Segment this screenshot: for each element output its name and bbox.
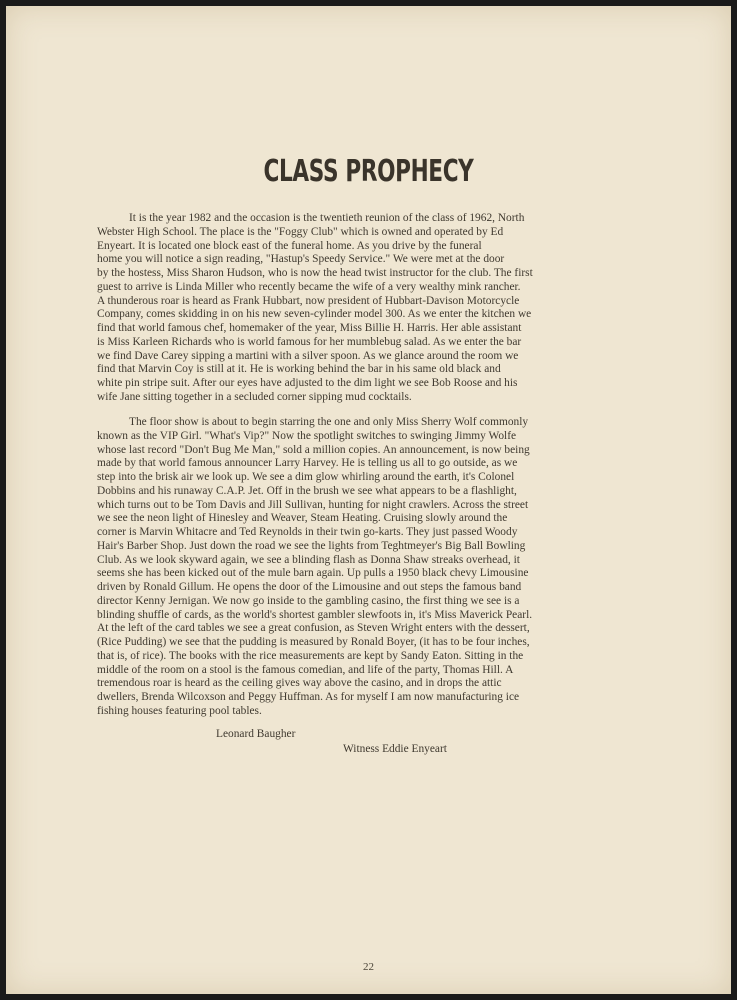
text-line: whose last record "Don't Bug Me Man," sold a million copies. An announcement, is now being — [97, 443, 530, 456]
text-line: Club. As we look skyward again, we see a blinding flash as Donna Shaw streaks overhead, it — [97, 553, 520, 566]
text-line: Webster High School. The place is the "Foggy Club" which is owned and operated by Ed — [97, 225, 504, 238]
text-line: It is the year 1982 and the occasion is the twentieth reunion of the class of 1962, North — [129, 212, 525, 224]
text-line: is Miss Karleen Richards who is world famous for her mumblebug salad. As we enter the bar — [97, 335, 522, 348]
text-line: director Kenny Jernigan. We now go inside to the gambling casino, the first thing we see is a — [97, 594, 520, 607]
text-line: that is, of rice). The books with the rice measurements are kept by Sandy Eaton. Sitting in the — [97, 649, 524, 662]
text-line: A thunderous roar is heard as Frank Hubbart, now president of Hubbart-Davison Motorcycle — [97, 294, 520, 307]
text-line: white pin stripe suit. After our eyes have adjusted to the dim light we see Bob Roose and his — [97, 377, 518, 389]
text-line: (Rice Pudding) we see that the pudding is measured by Ronald Boyer, (it has to be four inches, — [97, 636, 530, 648]
text-line: find that world famous chef, homemaker of the year, Miss Billie H. Harris. Her able assistant — [97, 322, 522, 334]
text-line: The floor show is about to begin starring the one and only Miss Sherry Wolf commonly — [129, 416, 529, 428]
text-line: driven by Ronald Gillum. He opens the door of the Limousine and out steps the famous band — [97, 581, 522, 593]
text-line: known as the VIP Girl. "What's Vip?" Now the spotlight switches to swinging Jimmy Wolfe — [97, 429, 517, 442]
text-line: by the hostess, Miss Sharon Hudson, who is now the head twist instructor for the club. The first — [97, 267, 533, 279]
text-line: At the left of the card tables we see a great confusion, as Steven Wright enters with the dessert, — [97, 622, 530, 635]
text-line: home you will notice a sign reading, "Hastup's Speedy Service." We were met at the door — [97, 253, 505, 266]
text-line: Enyeart. It is located one block east of the funeral home. As you drive by the funeral — [97, 239, 482, 252]
text-line: dwellers, Brenda Wilcoxson and Peggy Huffman. As for myself I am now manufacturing ice — [97, 691, 520, 703]
text-line: tremendous roar is heard as the ceiling gives way above the casino, and in drops the attic — [97, 677, 502, 690]
text-line: wife Jane sitting together in a secluded corner sipping mud cocktails. — [97, 390, 412, 403]
prophecy-paragraph-1 — [97, 212, 650, 405]
page-title: CLASS PROPHECY — [263, 154, 474, 189]
page-number: 22 — [363, 961, 374, 973]
witness-signature: Witness Eddie Enyeart — [343, 743, 447, 755]
text-line: Dobbins and his runaway C.A.P. Jet. Off in the brush we see what appears to be a flashlight, — [97, 484, 517, 497]
yearbook-page — [6, 6, 731, 994]
text-line: seems she has been kicked out of the mule barn again. Up pulls a 1950 black chevy Limousine — [97, 567, 529, 580]
prophecy-paragraph-2 — [97, 416, 650, 719]
text-line: Company, comes skidding in on his new seven-cylinder model 300. As we enter the kitchen we — [97, 308, 532, 321]
text-line: find that Marvin Coy is still at it. He is working behind the bar in his same old black and — [97, 363, 501, 376]
text-line: Hair's Barber Shop. Just down the road we see the lights from Teghtmeyer's Big Ball Bowling — [97, 539, 526, 552]
text-line: step into the brisk air we look up. We see a dim glow whirling around the earth, it's Colonel — [97, 471, 515, 483]
text-line: blinding shuffle of cards, as the world's shortest gambler slewfoots in, it's Miss Maverick Pearl. — [97, 608, 533, 621]
text-line: made by that world famous announcer Larry Harvey. He is telling us all to go outside, as we — [97, 457, 518, 470]
author-signature: Leonard Baugher — [216, 728, 296, 740]
text-line: fishing houses featuring pool tables. — [97, 704, 262, 717]
text-line: corner is Marvin Whitacre and Ted Reynolds in their twin go-karts. They just passed Woody — [97, 526, 518, 538]
text-line: we see the neon light of Hinesley and Weaver, Steam Heating. Cruising slowly around the — [97, 512, 508, 525]
text-line: middle of the room on a stool is the famous comedian, and life of the party, Thomas Hill. A — [97, 663, 514, 676]
text-line: guest to arrive is Linda Miller who recently became the wife of a very wealthy mink rancher. — [97, 280, 521, 293]
text-line: which turns out to be Tom Davis and Jill Sullivan, hunting for night crawlers. Across the street — [97, 498, 529, 511]
text-line: we find Dave Carey sipping a martini with a silver spoon. As we glance around the room we — [97, 349, 519, 362]
